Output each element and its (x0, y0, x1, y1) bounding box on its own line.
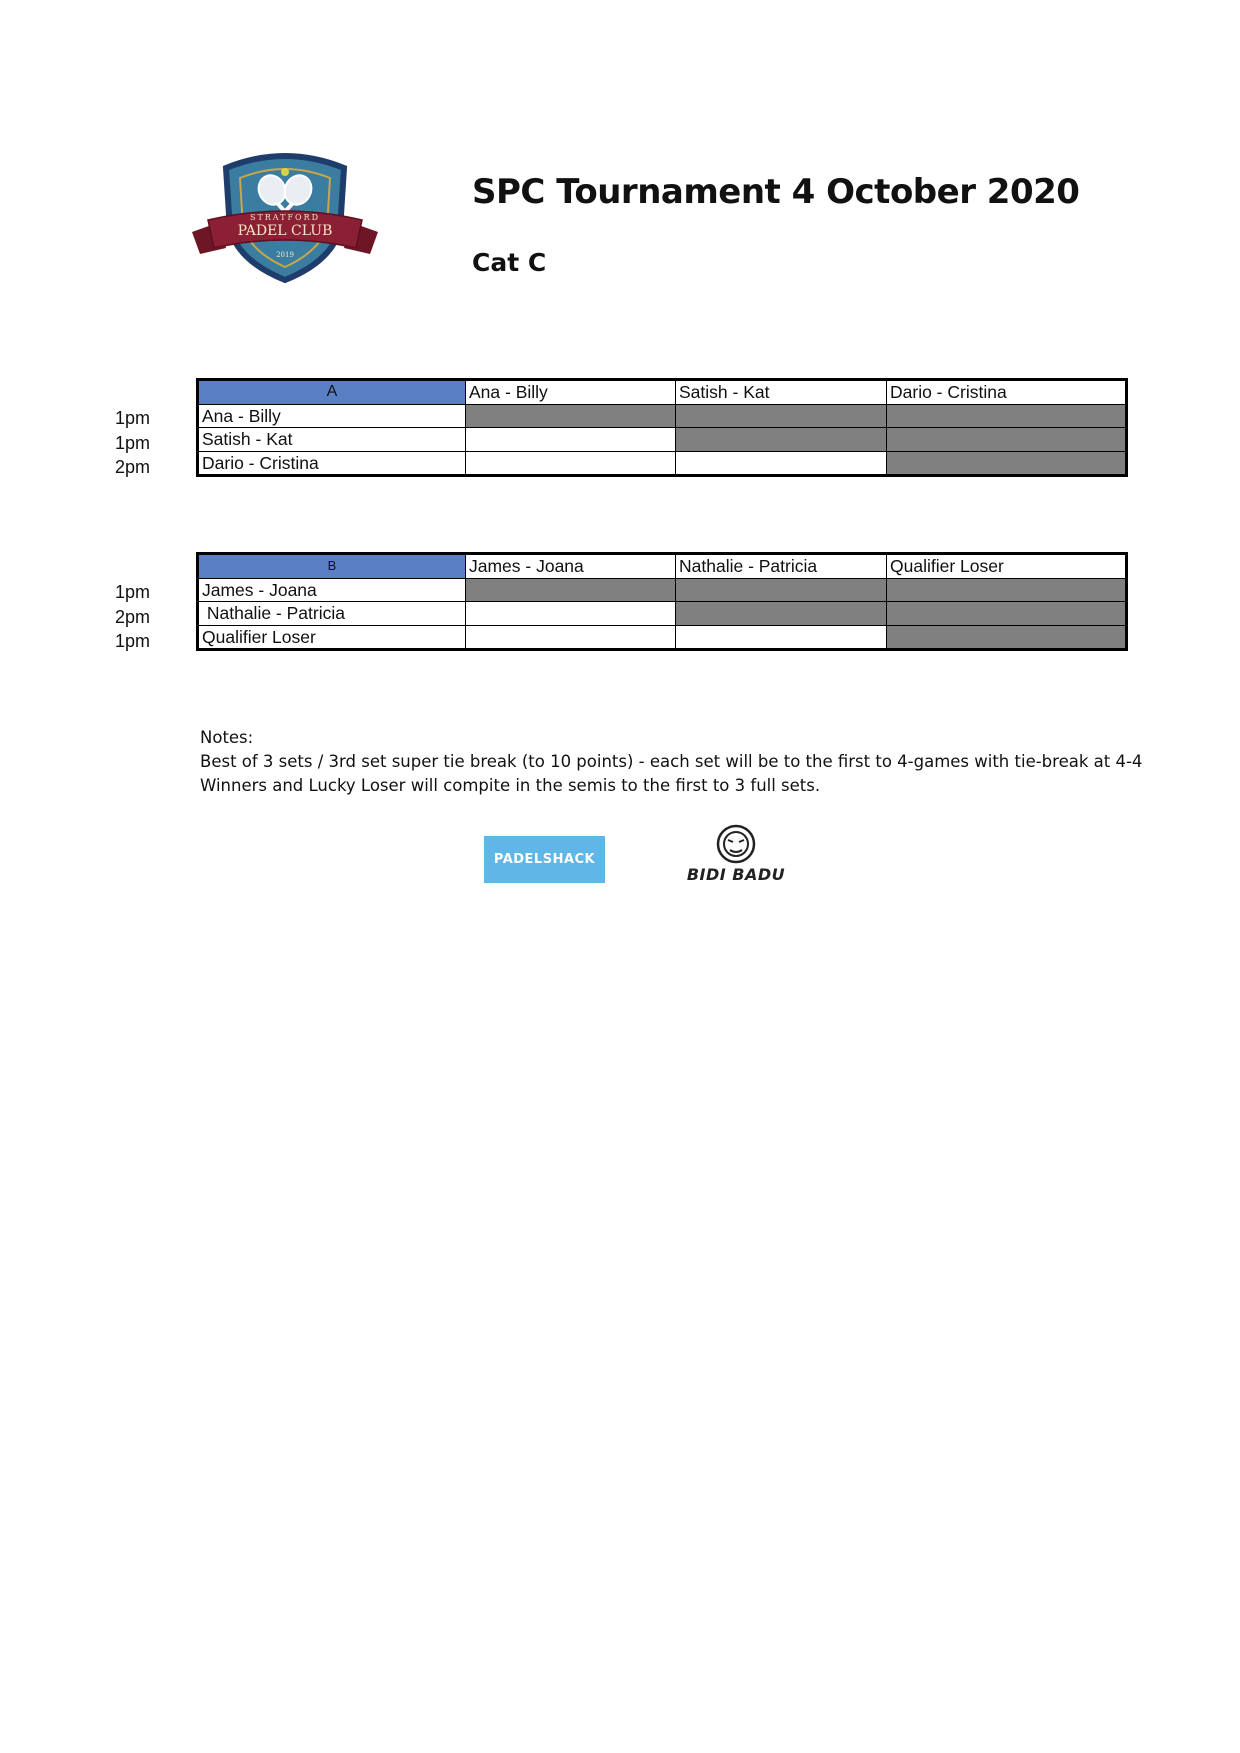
logo-line1: STRATFORD (249, 213, 321, 222)
row-team: James - Joana (198, 578, 466, 602)
table-row (198, 404, 1127, 428)
row-team: Satish - Kat (198, 428, 466, 452)
group-label: B (198, 554, 466, 579)
table-header-row (198, 554, 1127, 579)
logo-line2: PADEL CLUB (237, 223, 333, 239)
score-cell-disabled (887, 578, 1127, 602)
time-label: 1pm (115, 408, 151, 428)
time-label: 1pm (115, 432, 151, 453)
notes-line: Winners and Lucky Loser will compite in the semis to the first to 3 full sets. (200, 776, 821, 795)
score-cell-disabled (887, 404, 1127, 428)
score-cell[interactable] (466, 625, 676, 650)
row-team: Dario - Cristina (198, 451, 466, 476)
score-cell-disabled (887, 451, 1127, 476)
notes-section (200, 726, 1160, 798)
score-cell-disabled (676, 428, 887, 452)
score-cell-disabled (676, 404, 887, 428)
score-cell[interactable] (466, 602, 676, 626)
bidi-badu-text: BIDI BADU (686, 865, 786, 884)
stratford-padel-club-logo (190, 150, 380, 285)
group-a-table (196, 378, 1128, 477)
column-header: Nathalie - Patricia (676, 554, 887, 579)
time-label: 2pm (115, 457, 151, 477)
time-label: 1pm (115, 631, 151, 651)
group-label: A (198, 380, 466, 405)
column-header: Ana - Billy (466, 380, 676, 405)
score-cell-disabled (676, 602, 887, 626)
table-row (198, 602, 1127, 626)
row-team: Qualifier Loser (198, 625, 466, 650)
table-row (198, 451, 1127, 476)
page-title: SPC Tournament 4 October 2020 (472, 172, 1080, 212)
notes-heading: Notes: (200, 728, 254, 747)
group-b-table (196, 552, 1128, 651)
table-row (198, 428, 1127, 452)
group-a-times (115, 406, 175, 480)
score-cell[interactable] (676, 625, 887, 650)
score-cell-disabled (466, 404, 676, 428)
score-cell-disabled (887, 625, 1127, 650)
row-team: Ana - Billy (198, 404, 466, 428)
score-cell-disabled (887, 428, 1127, 452)
time-label: 2pm (115, 606, 151, 627)
logo-year: 2019 (276, 251, 294, 259)
table-row (198, 625, 1127, 650)
row-team: Nathalie - Patricia (198, 602, 466, 626)
score-cell-disabled (466, 578, 676, 602)
notes-line: Best of 3 sets / 3rd set super tie break (to 10 points) - each set will be to the first to 4-games with tie-break at 4-4 (200, 752, 1143, 771)
column-header: Dario - Cristina (887, 380, 1127, 405)
bidi-badu-logo (676, 824, 796, 890)
category-subtitle: Cat C (472, 248, 547, 277)
score-cell[interactable] (466, 428, 676, 452)
table-row (198, 578, 1127, 602)
padelshack-logo: PADELSHACK (484, 836, 605, 883)
score-cell[interactable] (466, 451, 676, 476)
column-header: Qualifier Loser (887, 554, 1127, 579)
score-cell-disabled (676, 578, 887, 602)
group-b-times (115, 580, 175, 654)
score-cell-disabled (887, 602, 1127, 626)
time-label: 1pm (115, 582, 151, 602)
table-header-row (198, 380, 1127, 405)
column-header: James - Joana (466, 554, 676, 579)
bidi-badu-face-icon (676, 824, 796, 866)
score-cell[interactable] (676, 451, 887, 476)
column-header: Satish - Kat (676, 380, 887, 405)
